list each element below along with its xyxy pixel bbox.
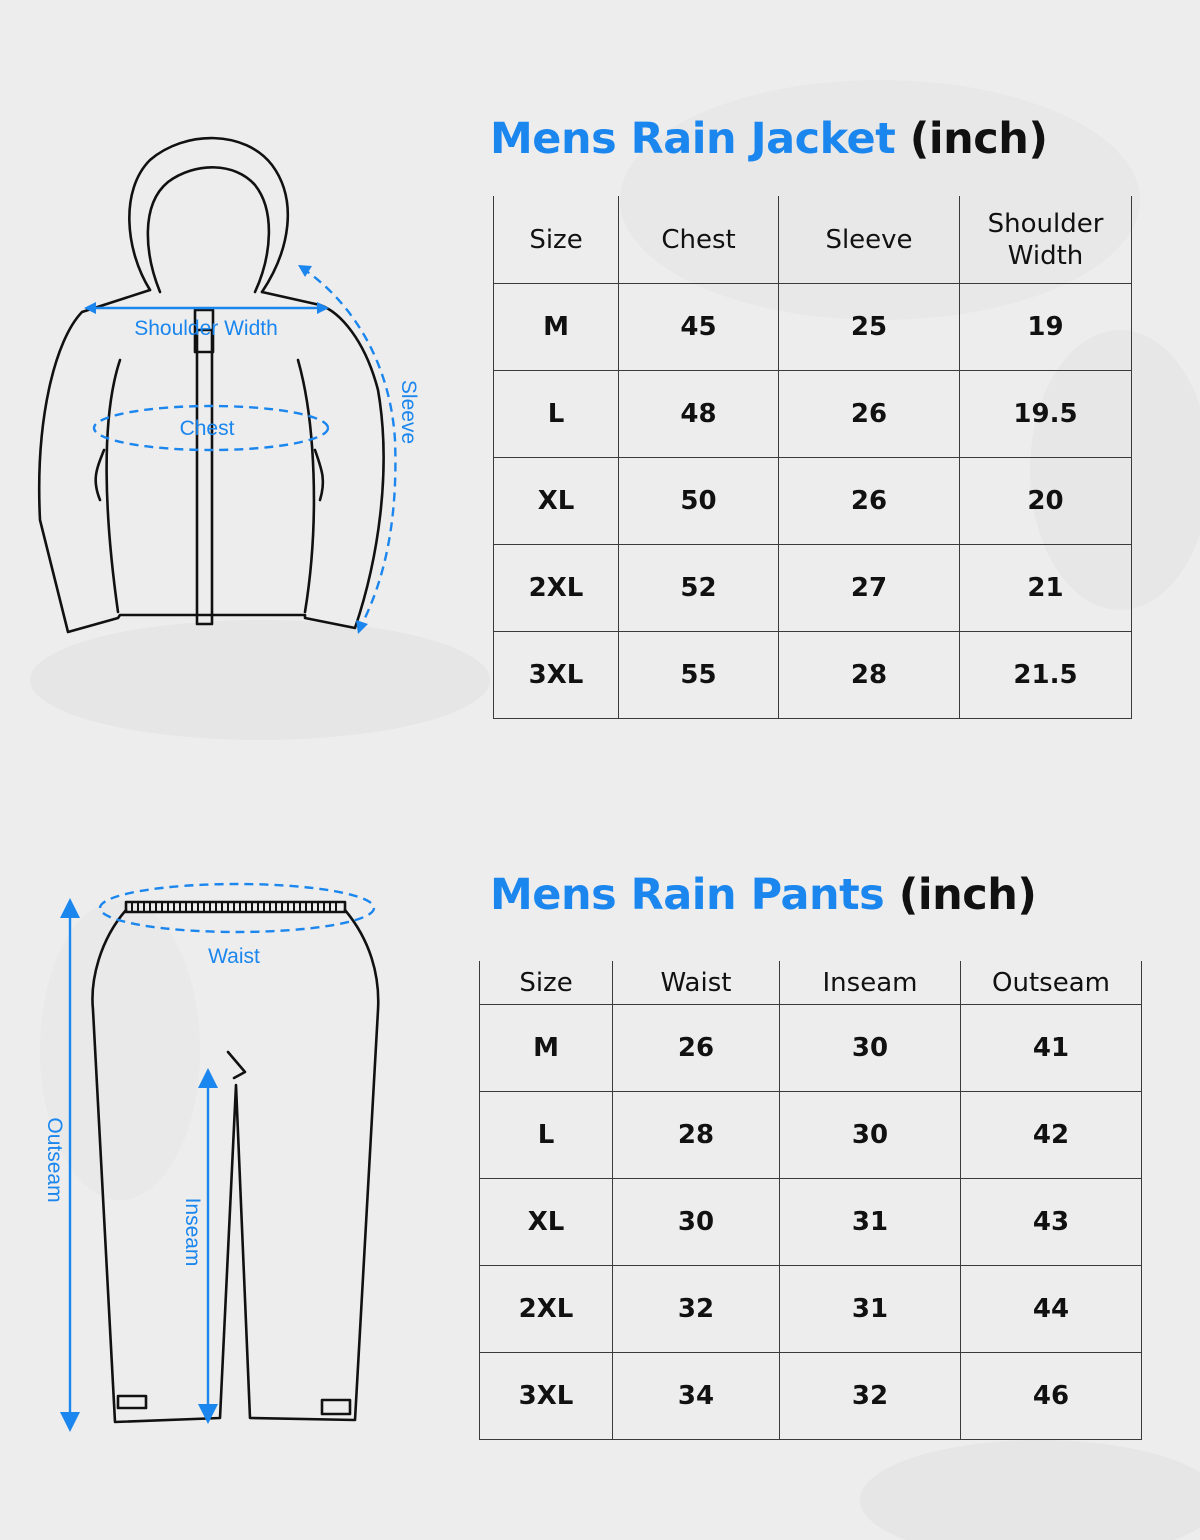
table-row	[480, 1266, 1142, 1353]
header-size: Size	[494, 196, 619, 284]
cell-chest: 50	[619, 458, 779, 545]
cell-shoulder: 19	[960, 284, 1132, 371]
table-row	[480, 1179, 1142, 1266]
inseam-arrow-bottom	[198, 1404, 218, 1424]
cell-sleeve: 26	[779, 458, 960, 545]
pants-size-table	[479, 961, 1142, 1440]
cell-size: L	[494, 371, 619, 458]
pants-title-text: Mens Rain Pants	[490, 870, 885, 920]
pants-pocket	[228, 1052, 245, 1078]
table-row	[494, 284, 1132, 371]
cell-chest: 45	[619, 284, 779, 371]
jacket-left-elbow	[96, 450, 104, 500]
cell-size: 3XL	[480, 1353, 613, 1440]
cell-outseam: 46	[961, 1353, 1142, 1440]
cell-outseam: 41	[961, 1005, 1142, 1092]
waist-label: Waist	[208, 945, 260, 968]
jacket-right-elbow	[315, 450, 323, 500]
pants-outline	[92, 910, 378, 1422]
cell-waist: 28	[613, 1092, 780, 1179]
inseam-label: Inseam	[181, 1197, 204, 1267]
cell-chest: 48	[619, 371, 779, 458]
outseam-label: Outseam	[43, 1117, 66, 1203]
header-shoulder-width: Shoulder Width	[960, 196, 1132, 284]
shoulder-arrow-left	[84, 302, 96, 314]
cell-size: XL	[494, 458, 619, 545]
table-row	[494, 632, 1132, 719]
cell-outseam: 44	[961, 1266, 1142, 1353]
cell-inseam: 32	[780, 1353, 961, 1440]
pants-title-unit: (inch)	[898, 870, 1037, 920]
cell-waist: 30	[613, 1179, 780, 1266]
cell-sleeve: 28	[779, 632, 960, 719]
cell-size: 2XL	[480, 1266, 613, 1353]
pants-left-hem-tab	[118, 1396, 146, 1408]
cell-chest: 52	[619, 545, 779, 632]
cell-inseam: 30	[780, 1005, 961, 1092]
cell-inseam: 30	[780, 1092, 961, 1179]
cell-inseam: 31	[780, 1266, 961, 1353]
header-chest: Chest	[619, 196, 779, 284]
cell-sleeve: 25	[779, 284, 960, 371]
table-row	[494, 371, 1132, 458]
chest-label: Chest	[179, 417, 235, 440]
jacket-hood-inner-outline	[148, 167, 269, 292]
table-header-row	[494, 196, 1132, 284]
table-row	[494, 458, 1132, 545]
cell-size: M	[494, 284, 619, 371]
outseam-arrow-bottom	[60, 1412, 80, 1432]
waist-measure-ellipse	[100, 884, 374, 932]
cell-shoulder: 20	[960, 458, 1132, 545]
cell-shoulder: 19.5	[960, 371, 1132, 458]
sleeve-measure-arc	[302, 268, 395, 628]
shoulder-arrow-right	[317, 302, 329, 314]
cell-size: L	[480, 1092, 613, 1179]
sleeve-label: Sleeve	[397, 379, 420, 445]
outseam-arrow-top	[60, 898, 80, 918]
table-row	[480, 1092, 1142, 1179]
cell-outseam: 42	[961, 1092, 1142, 1179]
jacket-title	[490, 114, 1048, 164]
header-sleeve: Sleeve	[779, 196, 960, 284]
sleeve-arrow-top	[298, 265, 312, 277]
table-row	[494, 545, 1132, 632]
pants-title	[490, 870, 1036, 920]
cell-size: XL	[480, 1179, 613, 1266]
jacket-size-table	[493, 196, 1132, 719]
sleeve-arrow-bottom	[356, 620, 368, 634]
table-row	[480, 1005, 1142, 1092]
table-header-row	[480, 961, 1142, 1005]
cell-sleeve: 27	[779, 545, 960, 632]
cell-inseam: 31	[780, 1179, 961, 1266]
cell-outseam: 43	[961, 1179, 1142, 1266]
header-outseam: Outseam	[961, 961, 1142, 1005]
header-inseam: Inseam	[780, 961, 961, 1005]
cell-waist: 34	[613, 1353, 780, 1440]
cell-size: M	[480, 1005, 613, 1092]
shoulder-label: Shoulder Width	[134, 317, 278, 340]
header-size: Size	[480, 961, 613, 1005]
pants-diagram	[0, 860, 470, 1460]
cell-waist: 26	[613, 1005, 780, 1092]
header-waist: Waist	[613, 961, 780, 1005]
jacket-title-text: Mens Rain Jacket	[490, 114, 896, 164]
jacket-right-seam	[298, 360, 314, 612]
jacket-title-unit: (inch)	[909, 114, 1048, 164]
pants-right-hem-tab	[322, 1400, 350, 1414]
cell-chest: 55	[619, 632, 779, 719]
pants-waistband-ribs	[132, 902, 336, 912]
cell-shoulder: 21.5	[960, 632, 1132, 719]
cell-size: 3XL	[494, 632, 619, 719]
jacket-zipper	[197, 330, 212, 624]
cell-shoulder: 21	[960, 545, 1132, 632]
inseam-arrow-top	[198, 1068, 218, 1088]
table-row	[480, 1353, 1142, 1440]
cell-sleeve: 26	[779, 371, 960, 458]
jacket-left-seam	[107, 360, 120, 612]
cell-size: 2XL	[494, 545, 619, 632]
jacket-diagram	[0, 0, 470, 680]
cell-waist: 32	[613, 1266, 780, 1353]
